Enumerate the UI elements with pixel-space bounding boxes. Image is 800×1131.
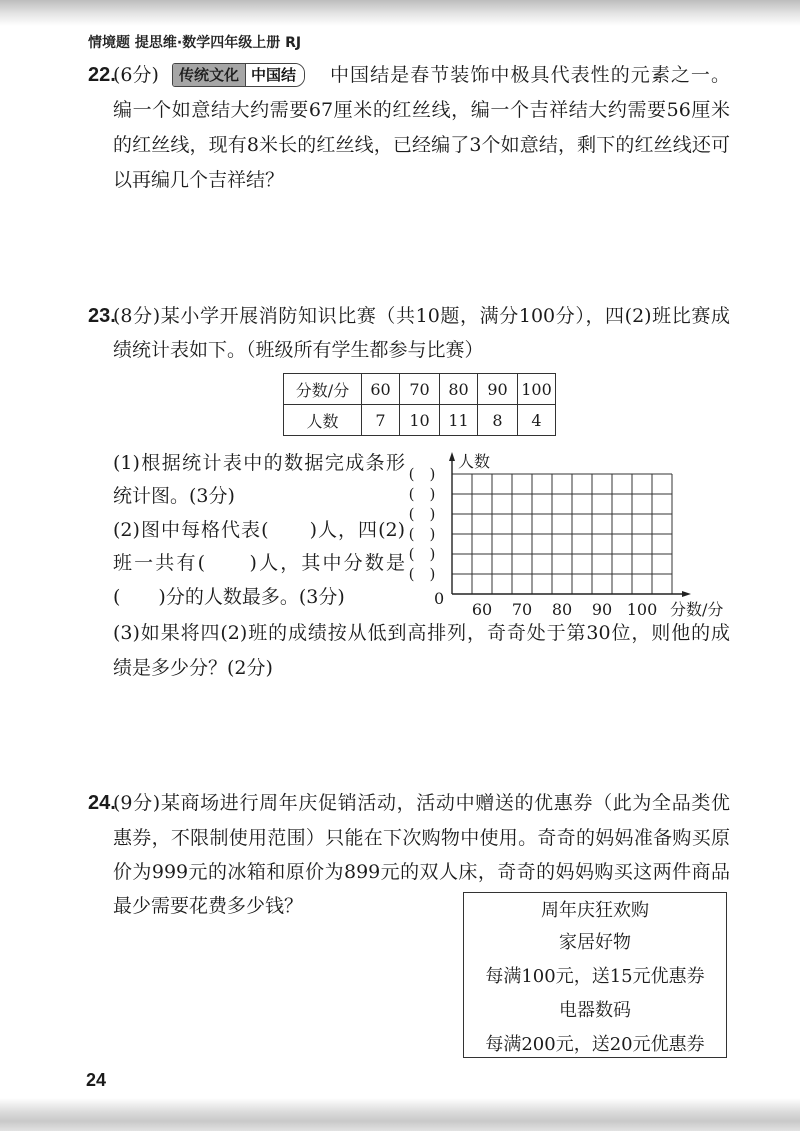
y-axis-label: 人数	[458, 452, 491, 471]
x-tick-label: 90	[591, 600, 613, 619]
promotion-rule-home: 每满100元，送15元优惠券	[485, 966, 705, 987]
y-tick-blank: ( )	[408, 525, 436, 543]
q22-line-1: 中国结是春节装饰中极具代表性的元素之一。	[330, 64, 730, 86]
table-cell: 8	[478, 405, 518, 436]
q23-sub3-line-2: 绩是多少分？(2分)	[113, 657, 273, 679]
scan-top-edge	[0, 0, 800, 26]
q22-line-4: 以再编几个吉祥结？	[113, 169, 285, 191]
scan-bottom-edge	[0, 1098, 800, 1131]
y-tick-blank: ( )	[408, 565, 436, 583]
score-table	[283, 373, 556, 436]
promotion-title: 周年庆狂欢购	[541, 900, 649, 921]
y-axis-arrow-icon	[449, 452, 455, 461]
q23-sub2-line-3: ( )分的人数最多。(3分)	[113, 586, 345, 608]
promotion-category-electronics: 电器数码	[559, 1000, 631, 1021]
tag-chinese-knot: 中国结	[245, 64, 304, 86]
table-cell: 11	[440, 405, 478, 436]
page-number: 24	[86, 1070, 107, 1090]
y-tick-blank: ( )	[408, 485, 436, 503]
q24-number: 24.	[88, 792, 116, 814]
table-header-cell: 90	[478, 374, 518, 405]
page-header: 情境题 提思维·数学四年级上册 RJ	[88, 35, 302, 51]
q23-sub2-line-2: 班一共有( )人，其中分数是	[113, 552, 405, 574]
q24-line-3: 价为999元的冰箱和原价为899元的双人床，奇奇的妈妈购买这两件商品	[113, 861, 730, 883]
q23-number: 23.	[88, 305, 116, 327]
q24-points: (9分)	[113, 792, 161, 814]
x-axis-arrow-icon	[682, 591, 691, 597]
q24-line-1-text: 某商场进行周年庆促销活动，活动中赠送的优惠券（此为全品类优	[160, 792, 730, 814]
q23-sub3-line-1: (3)如果将四(2)班的成绩按从低到高排列，奇奇处于第30位，则他的成	[113, 622, 730, 644]
table-cell: 7	[362, 405, 400, 436]
table-header-cell: 分数/分	[284, 374, 362, 405]
x-tick-label: 60	[471, 600, 493, 619]
table-header-cell: 80	[440, 374, 478, 405]
x-tick-label: 100	[626, 600, 658, 619]
blank-bar-chart-grid	[440, 450, 700, 600]
q23-line-1-text: 某小学开展消防知识比赛（共10题，满分100分），四(2)班比赛成	[160, 305, 731, 327]
chart-origin: 0	[434, 589, 445, 608]
promotion-category-home: 家居好物	[559, 932, 631, 953]
table-cell: 4	[518, 405, 556, 436]
q22-line-3: 的红丝线，现有8米长的红丝线，已经编了3个如意结，剩下的红丝线还可	[113, 134, 730, 156]
tag-traditional-culture: 传统文化	[173, 64, 245, 86]
promotion-box	[463, 892, 727, 1058]
x-tick-label: 70	[511, 600, 533, 619]
q23-sub1-line-1: (1)根据统计表中的数据完成条形	[113, 452, 405, 474]
promotion-rule-electronics: 每满200元，送20元优惠券	[485, 1034, 705, 1055]
q22-points: (6分)	[113, 64, 159, 86]
q24-line-1	[113, 791, 730, 815]
q22-line-2: 编一个如意结大约需要67厘米的红丝线，编一个吉祥结大约需要56厘米	[113, 99, 730, 121]
q23-sub1-line-2: 统计图。(3分)	[113, 485, 235, 507]
q22-number: 22.	[88, 64, 116, 86]
table-row	[284, 405, 556, 436]
q23-points: (8分)	[113, 305, 161, 327]
table-header-cell: 60	[362, 374, 400, 405]
table-cell: 人数	[284, 405, 362, 436]
table-cell: 10	[400, 405, 440, 436]
grid-lines	[452, 474, 672, 594]
q22-topic-tag	[172, 63, 305, 87]
x-axis-label: 分数/分	[670, 600, 724, 619]
y-tick-blank: ( )	[408, 465, 436, 483]
q24-line-4: 最少需要花费多少钱？	[113, 895, 304, 917]
q23-line-1	[113, 304, 730, 328]
q23-sub2-line-1: (2)图中每格代表( )人，四(2)	[113, 519, 405, 541]
q23-line-2: 绩统计表如下。（班级所有学生都参与比赛）	[113, 339, 484, 361]
table-header-cell: 100	[518, 374, 556, 405]
table-header-cell: 70	[400, 374, 440, 405]
y-tick-blank: ( )	[408, 545, 436, 563]
q24-line-2: 惠券，不限制使用范围）只能在下次购物中使用。奇奇的妈妈准备购买原	[113, 827, 730, 849]
table-row	[284, 374, 556, 405]
y-tick-blank: ( )	[408, 505, 436, 523]
x-tick-label: 80	[551, 600, 573, 619]
